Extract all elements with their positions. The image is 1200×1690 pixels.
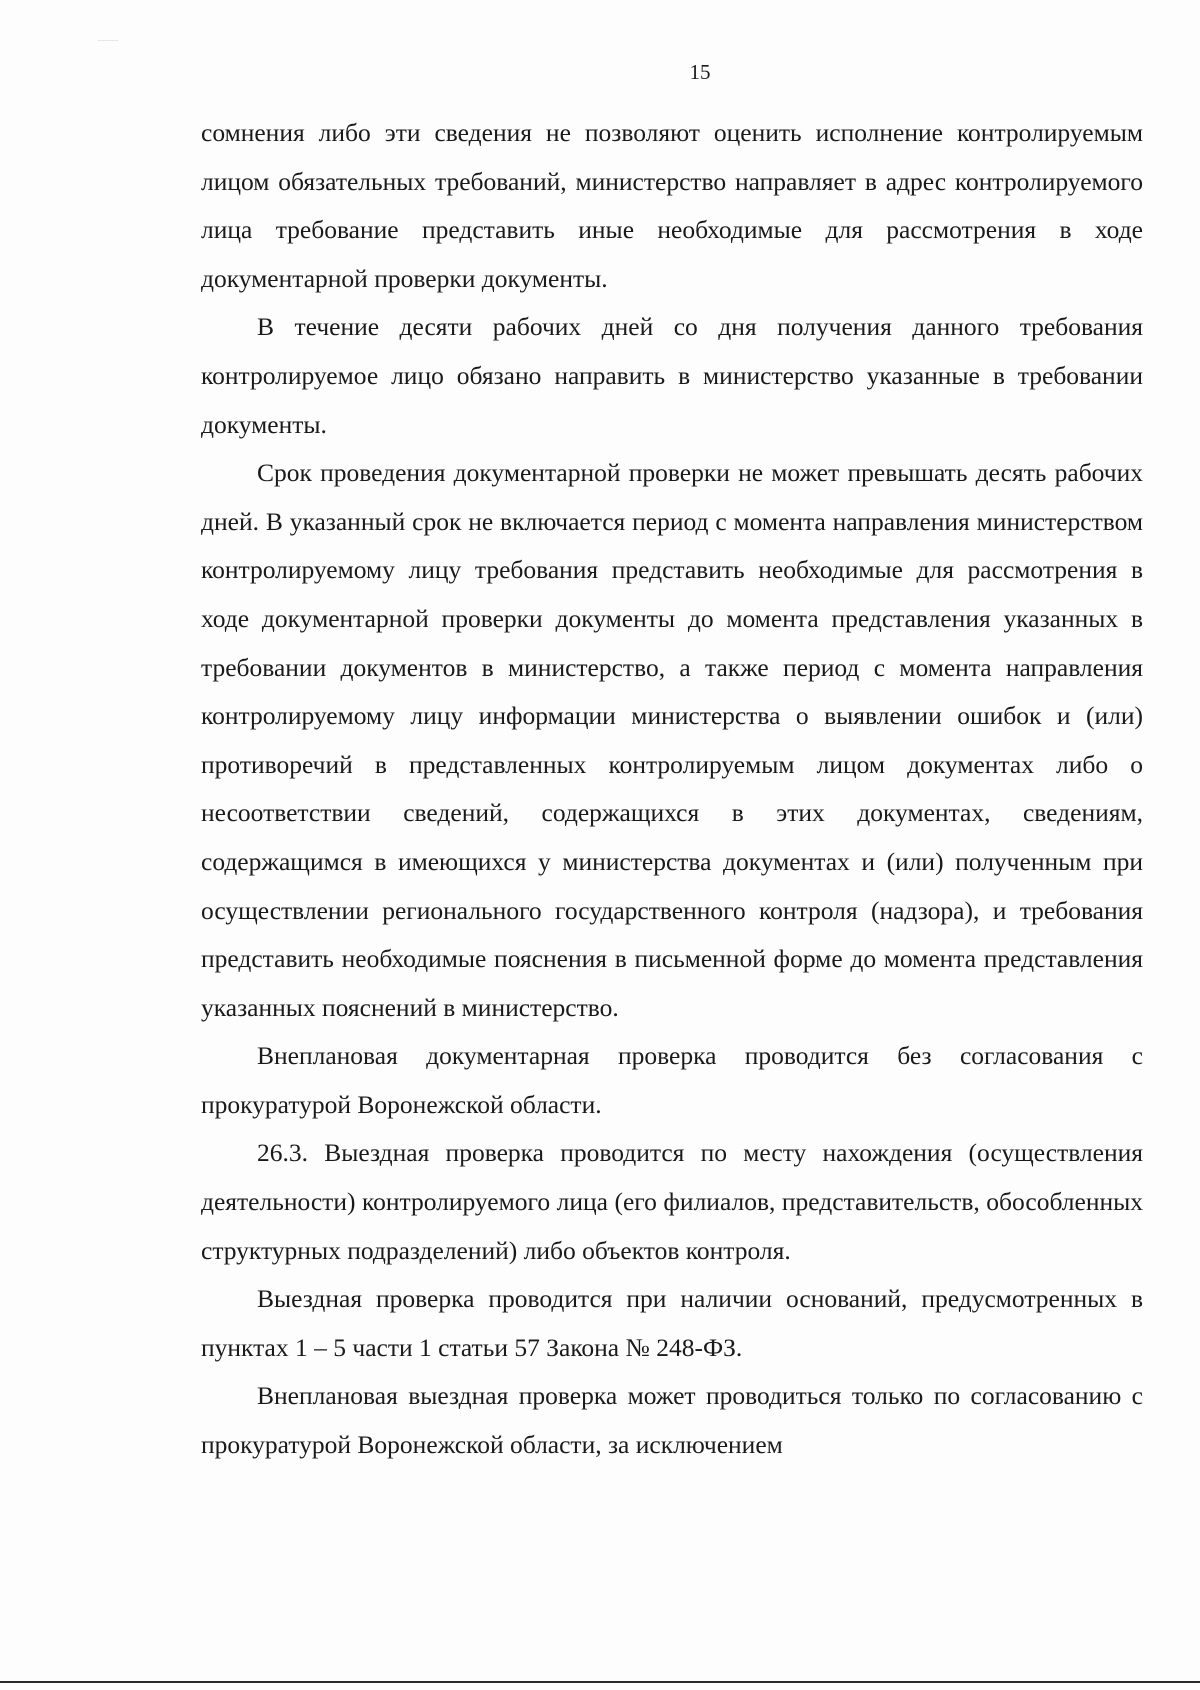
paragraph: Внеплановая документарная проверка проводится без согласования с прокуратурой Воронежской области. <box>201 1041 1143 1119</box>
paragraph: Срок проведения документарной проверки не может превышать десять рабочих дней. В указанный срок не включается период с момента направления министерством контролируемому лицу требования представить необходимые для рассмотрения в ходе документарной проверки документы до момента представления указанных в требовании документов в министерство, а также период с момента направления контролируемому лицу информации министерства о выявлении ошибок и (или) противоречий в представленных контролируемым лицом документах либо о несоответствии сведений, содержащихся в этих документах, сведениям, содержащимся в имеющихся у министерства документах и (или) полученным при осуществлении регионального государственного контроля (надзора), и требования представить необходимые пояснения в письменной форме до момента представления указанных пояснений в министерство. <box>201 458 1143 1022</box>
paragraph-continuation: сомнения либо эти сведения не позволяют оценить исполнение контролируемым лицом обязательных требований, министерство направляет в адрес контролируемого лица требование представить иные необходимые для рассмотрения в ходе документарной проверки документы. <box>201 118 1143 293</box>
document-body <box>201 109 1143 1470</box>
paragraph: Выездная проверка проводится при наличии оснований, предусмотренных в пунктах 1 – 5 части 1 статьи 57 Закона № 248-ФЗ. <box>201 1284 1143 1362</box>
paragraph: Внеплановая выездная проверка может проводиться только по согласованию с прокуратурой Воронежской области, за исключением <box>201 1381 1143 1460</box>
page-bottom-edge <box>0 1681 1200 1683</box>
paragraph: В течение десяти рабочих дней со дня получения данного требования контролируемое лицо обязано направить в министерство указанные в требовании документы. <box>201 312 1143 439</box>
scan-artifact <box>98 40 118 41</box>
page-number: 15 <box>689 60 711 84</box>
paragraph-section-26-3: 26.3. Выездная проверка проводится по месту нахождения (осуществления деятельности) контролируемого лица (его филиалов, представительств, обособленных структурных подразделений) либо объектов контроля. <box>201 1138 1143 1265</box>
